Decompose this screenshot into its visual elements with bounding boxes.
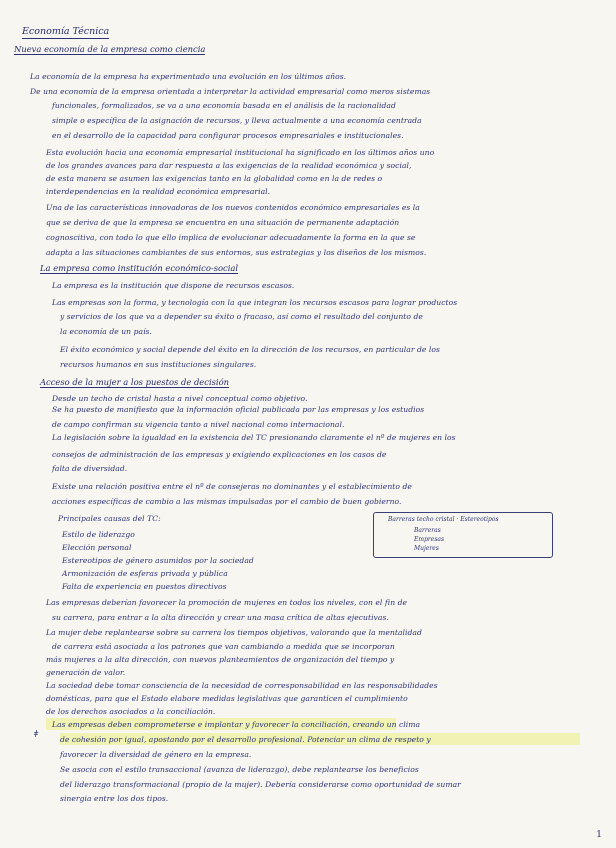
text-line: La legislación sobre la igualdad en la existencia del TC presionando claramente el nº de mujeres en los — [52, 433, 456, 442]
box-item: Barreras — [414, 527, 441, 534]
text-line: Las empresas deben comprometerse e implantar y favorecer la conciliación, creando un clima — [52, 720, 421, 729]
text-line: favorecer la diversidad de género en la empresa. — [60, 750, 252, 759]
text-line: falta de diversidad. — [52, 464, 128, 473]
box-title: Barreras techo cristal · Estereotipos — [388, 516, 499, 523]
subheading-empresa: La empresa como institución económico-social — [40, 263, 239, 273]
text-line: De una economía de la empresa orientada a interpretar la actividad empresarial como meros sistemas — [30, 87, 431, 96]
text-line: su carrera, para entrar a la alta dirección y crear una masa crítica de altas ejecutivas. — [52, 613, 389, 622]
text-line: La empresa es la institución que dispone de recursos escasos. — [52, 281, 295, 290]
text-line: del liderazgo transformacional (propio de la mujer). Debería considerarse como oportunidad de sumar — [60, 780, 461, 789]
page-number: 1 — [596, 830, 602, 840]
text-line: y servicios de los que va a depender su éxito o fracaso, así como el resultado del conjunto de — [60, 312, 423, 321]
text-line: La sociedad debe tomar consciencia de la necesidad de corresponsabilidad en las responsabilidades — [46, 681, 438, 690]
box-item: Empresas — [414, 536, 445, 543]
cause-item: Estereotipos de género asumidos por la sociedad — [62, 556, 254, 565]
text-line: la economía de un país. — [60, 327, 152, 336]
text-line: Desde un techo de cristal hasta a nivel conceptual como objetivo. — [52, 394, 308, 403]
text-line: funcionales, formalizados, se va a una economía basada en el análisis de la racionalidad — [52, 101, 396, 110]
text-line: que se deriva de que la empresa se encuentra en una situación de permanente adaptación — [46, 218, 400, 227]
box-item: Mujeres — [414, 545, 439, 552]
text-line: Se ha puesto de manifiesto que la información oficial publicada por las empresas y los estudios — [52, 405, 425, 414]
text-line: recursos humanos en sus instituciones singulares. — [60, 360, 257, 369]
text-line: El éxito económico y social depende del éxito en la dirección de los recursos, en particular de los — [60, 345, 440, 354]
barriers-box — [373, 512, 553, 558]
cause-item: Elección personal — [62, 543, 132, 552]
text-line: domésticas, para que el Estado elabore medidas legislativas que garanticen el cumplimiento — [46, 694, 408, 703]
text-line: de los grandes avances para dar respuesta a las exigencias de la realidad económica y social, — [46, 161, 412, 170]
text-line: cognoscitiva, con todo lo que ello implica de evolucionar adecuadamente la forma en la que se — [46, 233, 416, 242]
text-line: en el desarrollo de la capacidad para configurar procesos empresariales e institucionales. — [52, 131, 404, 140]
cause-item: Armonización de esferas privada y pública — [62, 569, 228, 578]
text-line: de campo confirman su vigencia tanto a nivel nacional como internacional. — [52, 420, 345, 429]
text-line: Se asocia con el estilo transaccional (avanza de liderazgo), debe replantearse los beneficios — [60, 765, 419, 774]
text-line: Esta evolución hacia una economía empresarial institucional ha significado en los últimos años uno — [46, 148, 435, 157]
text-line: de esta manera se asumen las exigencias tanto en la globalidad como en la de redes o — [46, 174, 383, 183]
text-line: generación de valor. — [46, 668, 126, 677]
text-line: acciones específicas de cambio a las mismas impulsadas por el cambio de buen gobierno. — [52, 497, 402, 506]
cause-item: Falta de experiencia en puestos directivos — [62, 582, 227, 591]
margin-mark: ǂ — [34, 730, 39, 740]
text-line: de cohesión por igual, apostando por el desarrollo profesional. Potenciar un clima de respeto y — [60, 735, 431, 744]
text-line: interdependencias en la realidad económica empresarial. — [46, 187, 271, 196]
text-line: Las empresas son la forma, y tecnología con la que integran los recursos escasos para lograr productos — [52, 298, 458, 307]
text-line: más mujeres a la alta dirección, con nuevos planteamientos de organización del tiempo y — [46, 655, 395, 664]
text-line: Existe una relación positiva entre el nº de consejeras no dominantes y el establecimiento de — [52, 482, 412, 491]
text-line: La mujer debe replantearse sobre su carrera los tiempos objetivos, valorando que la mentalidad — [46, 628, 422, 637]
text-line: de los derechos asociados a la conciliación. — [46, 707, 216, 716]
text-line: Una de las características innovadoras de los nuevos contenidos económico empresariales es la — [46, 203, 420, 212]
text-line: adapta a las situaciones cambiantes de sus entornos, sus estrategias y los diseños de los mismos. — [46, 248, 427, 257]
section-heading: Nueva economía de la empresa como ciencia — [14, 44, 206, 54]
page-title: Economía Técnica — [22, 26, 110, 37]
text-line: consejos de administración de las empresas y exigiendo explicaciones en los casos de — [52, 450, 387, 459]
text-line: La economía de la empresa ha experimentado una evolución en los últimos años. — [30, 72, 347, 81]
causes-title: Principales causas del TC: — [58, 514, 161, 523]
text-line: sinergia entre los dos tipos. — [60, 794, 169, 803]
text-line: Las empresas deberían favorecer la promoción de mujeres en todos los niveles, con el fin de — [46, 598, 408, 607]
text-line: simple o específica de la asignación de recursos, y lleva actualmente a una economía centrada — [52, 116, 422, 125]
subheading-mujer: Acceso de la mujer a los puestos de decisión — [40, 377, 230, 387]
cause-item: Estilo de liderazgo — [62, 530, 135, 539]
text-line: de carrera está asociada a los patrones que van cambiando a medida que se incorporan — [52, 642, 395, 651]
